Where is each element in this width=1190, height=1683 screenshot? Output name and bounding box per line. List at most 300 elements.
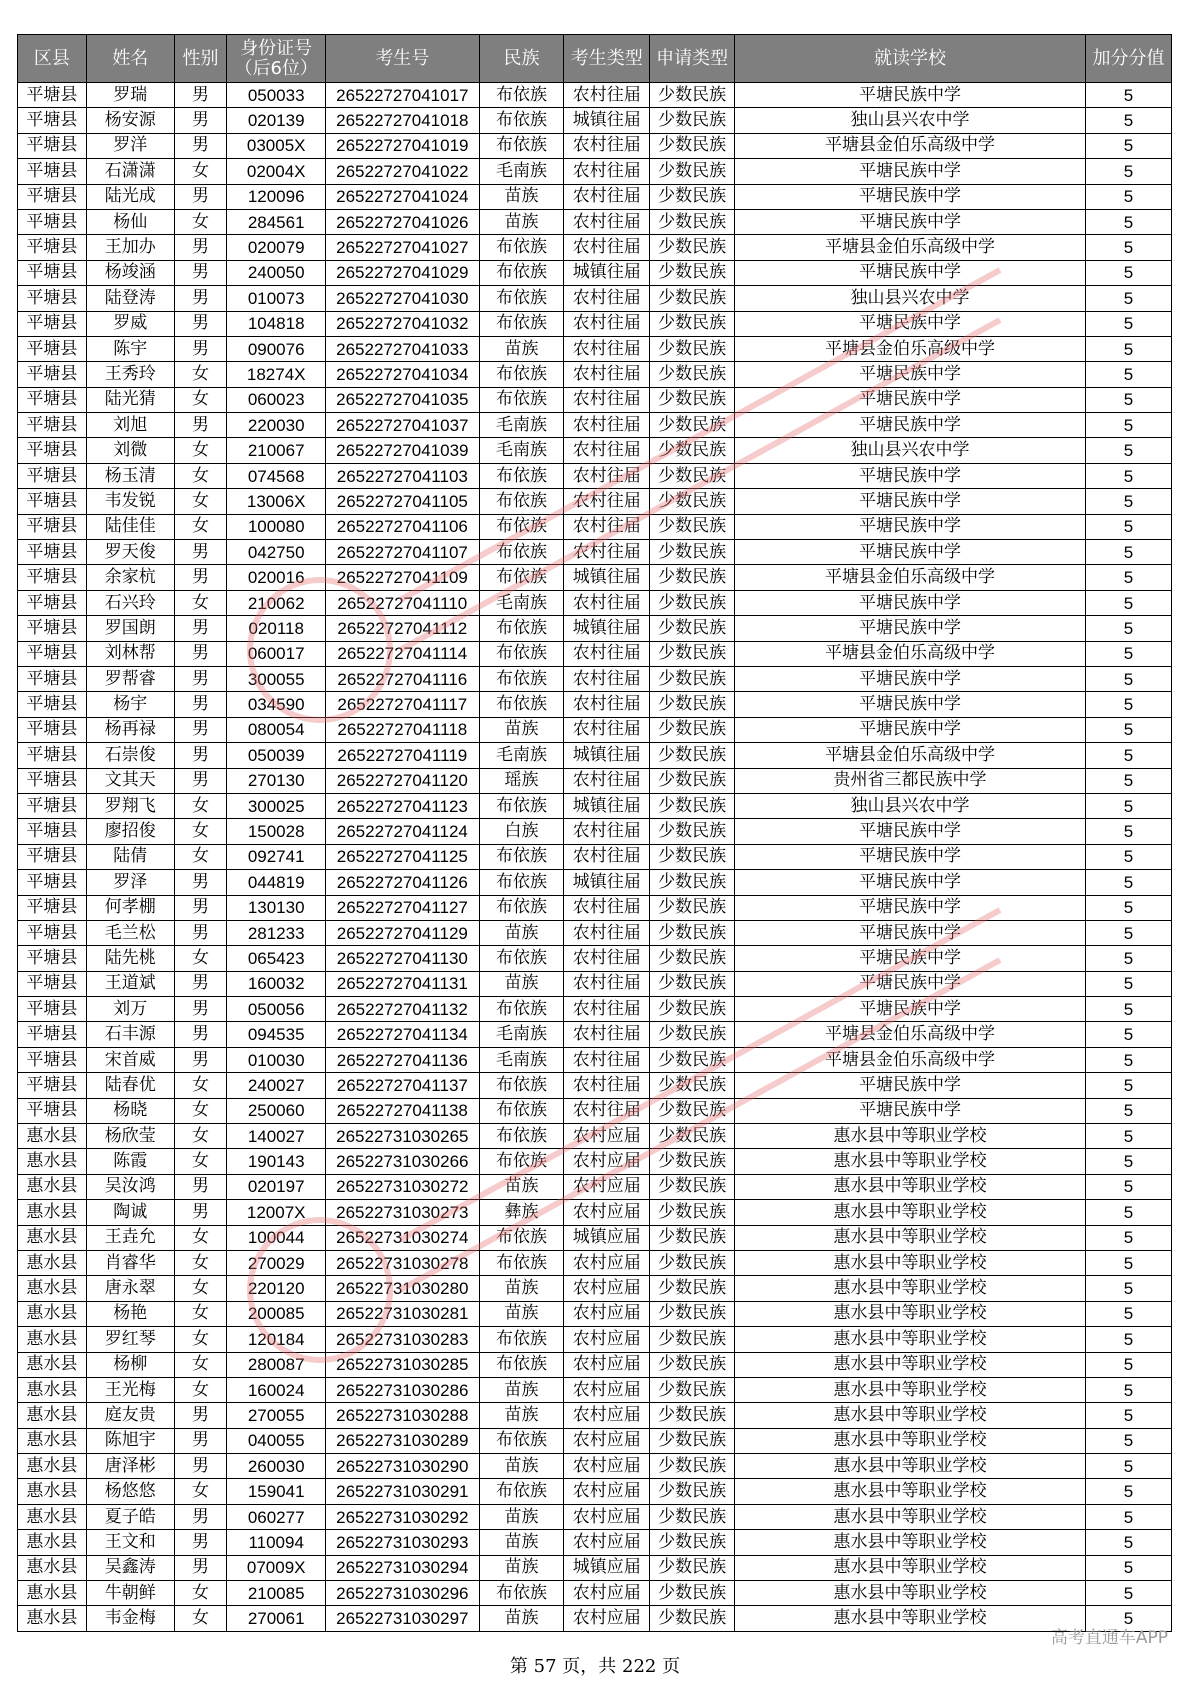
cell-school: 平塘民族中学 bbox=[735, 819, 1086, 844]
cell-ethnicity: 布依族 bbox=[479, 997, 564, 1022]
cell-name: 石潇潇 bbox=[86, 159, 174, 184]
cell-candidate-type: 农村应届 bbox=[564, 1174, 650, 1199]
cell-ethnicity: 苗族 bbox=[479, 1174, 564, 1199]
cell-application-type: 少数民族 bbox=[650, 768, 735, 793]
cell-candidate-type: 农村往届 bbox=[564, 514, 650, 539]
cell-school: 平塘民族中学 bbox=[735, 870, 1086, 895]
cell-name: 王文和 bbox=[86, 1530, 174, 1555]
cell-ethnicity: 苗族 bbox=[479, 1276, 564, 1301]
cell-name: 肖睿华 bbox=[86, 1250, 174, 1275]
cell-id-last6: 300055 bbox=[227, 666, 326, 691]
cell-candidate-type: 农村应届 bbox=[564, 1250, 650, 1275]
cell-exam-number: 26522731030292 bbox=[326, 1504, 480, 1529]
cell-id-last6: 260030 bbox=[227, 1454, 326, 1479]
cell-application-type: 少数民族 bbox=[650, 1200, 735, 1225]
cell-exam-number: 26522727041129 bbox=[326, 920, 480, 945]
cell-bonus-points: 5 bbox=[1086, 895, 1172, 920]
cell-name: 韦金梅 bbox=[86, 1606, 174, 1631]
header-ethnicity: 民族 bbox=[479, 35, 564, 83]
cell-school: 惠水县中等职业学校 bbox=[735, 1124, 1086, 1149]
table-row bbox=[18, 743, 1172, 768]
cell-ethnicity: 苗族 bbox=[479, 717, 564, 742]
cell-application-type: 少数民族 bbox=[650, 946, 735, 971]
table-row bbox=[18, 895, 1172, 920]
cell-candidate-type: 农村往届 bbox=[564, 768, 650, 793]
cell-ethnicity: 布依族 bbox=[479, 514, 564, 539]
cell-school: 平塘民族中学 bbox=[735, 159, 1086, 184]
cell-application-type: 少数民族 bbox=[650, 895, 735, 920]
table-row bbox=[18, 260, 1172, 285]
cell-name: 石崇俊 bbox=[86, 743, 174, 768]
cell-gender: 男 bbox=[174, 108, 227, 133]
cell-name: 陆光猜 bbox=[86, 387, 174, 412]
cell-name: 罗国朗 bbox=[86, 616, 174, 641]
cell-id-last6: 040055 bbox=[227, 1428, 326, 1453]
cell-district: 平塘县 bbox=[18, 870, 87, 895]
table-row bbox=[18, 362, 1172, 387]
cell-bonus-points: 5 bbox=[1086, 159, 1172, 184]
cell-id-last6: 092741 bbox=[227, 844, 326, 869]
cell-id-last6: 010073 bbox=[227, 286, 326, 311]
cell-candidate-type: 农村往届 bbox=[564, 235, 650, 260]
cell-school: 平塘民族中学 bbox=[735, 1073, 1086, 1098]
cell-gender: 女 bbox=[174, 1606, 227, 1631]
cell-district: 平塘县 bbox=[18, 413, 87, 438]
table-row bbox=[18, 1428, 1172, 1453]
cell-exam-number: 26522727041127 bbox=[326, 895, 480, 920]
cell-exam-number: 26522727041105 bbox=[326, 489, 480, 514]
cell-ethnicity: 布依族 bbox=[479, 1073, 564, 1098]
cell-exam-number: 26522727041035 bbox=[326, 387, 480, 412]
cell-application-type: 少数民族 bbox=[650, 1581, 735, 1606]
cell-gender: 女 bbox=[174, 1479, 227, 1504]
table-row bbox=[18, 1174, 1172, 1199]
cell-candidate-type: 城镇应届 bbox=[564, 1555, 650, 1580]
cell-exam-number: 26522727041026 bbox=[326, 209, 480, 234]
cell-gender: 女 bbox=[174, 1225, 227, 1250]
cell-gender: 男 bbox=[174, 133, 227, 158]
cell-district: 惠水县 bbox=[18, 1377, 87, 1402]
cell-name: 罗洋 bbox=[86, 133, 174, 158]
cell-bonus-points: 5 bbox=[1086, 1225, 1172, 1250]
cell-name: 刘万 bbox=[86, 997, 174, 1022]
cell-school: 平塘县金伯乐高级中学 bbox=[735, 133, 1086, 158]
cell-school: 惠水县中等职业学校 bbox=[735, 1327, 1086, 1352]
cell-ethnicity: 苗族 bbox=[479, 1530, 564, 1555]
table-row bbox=[18, 489, 1172, 514]
cell-bonus-points: 5 bbox=[1086, 489, 1172, 514]
cell-application-type: 少数民族 bbox=[650, 1124, 735, 1149]
cell-id-last6: 270029 bbox=[227, 1250, 326, 1275]
cell-gender: 女 bbox=[174, 1581, 227, 1606]
cell-school: 贵州省三都民族中学 bbox=[735, 768, 1086, 793]
cell-ethnicity: 布依族 bbox=[479, 1225, 564, 1250]
cell-ethnicity: 布依族 bbox=[479, 260, 564, 285]
table-row bbox=[18, 209, 1172, 234]
cell-gender: 女 bbox=[174, 463, 227, 488]
cell-ethnicity: 布依族 bbox=[479, 1250, 564, 1275]
cell-bonus-points: 5 bbox=[1086, 565, 1172, 590]
cell-id-last6: 240050 bbox=[227, 260, 326, 285]
cell-gender: 男 bbox=[174, 83, 227, 108]
cell-exam-number: 26522731030297 bbox=[326, 1606, 480, 1631]
cell-name: 王加办 bbox=[86, 235, 174, 260]
cell-bonus-points: 5 bbox=[1086, 1149, 1172, 1174]
cell-ethnicity: 布依族 bbox=[479, 108, 564, 133]
cell-name: 杨竣涵 bbox=[86, 260, 174, 285]
cell-name: 牛朝鲜 bbox=[86, 1581, 174, 1606]
table-row bbox=[18, 819, 1172, 844]
cell-bonus-points: 5 bbox=[1086, 286, 1172, 311]
cell-candidate-type: 农村往届 bbox=[564, 133, 650, 158]
cell-application-type: 少数民族 bbox=[650, 235, 735, 260]
cell-ethnicity: 毛南族 bbox=[479, 159, 564, 184]
cell-candidate-type: 农村往届 bbox=[564, 489, 650, 514]
cell-exam-number: 26522727041134 bbox=[326, 1022, 480, 1047]
cell-school: 惠水县中等职业学校 bbox=[735, 1200, 1086, 1225]
cell-school: 惠水县中等职业学校 bbox=[735, 1581, 1086, 1606]
cell-application-type: 少数民族 bbox=[650, 1174, 735, 1199]
cell-candidate-type: 城镇往届 bbox=[564, 870, 650, 895]
cell-ethnicity: 布依族 bbox=[479, 1581, 564, 1606]
cell-district: 惠水县 bbox=[18, 1454, 87, 1479]
cell-exam-number: 26522727041114 bbox=[326, 641, 480, 666]
cell-id-last6: 020118 bbox=[227, 616, 326, 641]
header-exam-number: 考生号 bbox=[326, 35, 480, 83]
cell-name: 宋首威 bbox=[86, 1047, 174, 1072]
cell-id-last6: 110094 bbox=[227, 1530, 326, 1555]
cell-name: 陆光成 bbox=[86, 184, 174, 209]
cell-district: 平塘县 bbox=[18, 971, 87, 996]
cell-id-last6: 210085 bbox=[227, 1581, 326, 1606]
cell-school: 惠水县中等职业学校 bbox=[735, 1225, 1086, 1250]
cell-ethnicity: 苗族 bbox=[479, 1454, 564, 1479]
cell-gender: 男 bbox=[174, 666, 227, 691]
cell-bonus-points: 5 bbox=[1086, 1581, 1172, 1606]
cell-gender: 男 bbox=[174, 1530, 227, 1555]
cell-id-last6: 02004X bbox=[227, 159, 326, 184]
cell-ethnicity: 苗族 bbox=[479, 920, 564, 945]
cell-application-type: 少数民族 bbox=[650, 793, 735, 818]
cell-gender: 女 bbox=[174, 438, 227, 463]
cell-district: 惠水县 bbox=[18, 1428, 87, 1453]
cell-exam-number: 26522727041037 bbox=[326, 413, 480, 438]
cell-school: 平塘民族中学 bbox=[735, 540, 1086, 565]
cell-candidate-type: 农村应届 bbox=[564, 1301, 650, 1326]
cell-id-last6: 284561 bbox=[227, 209, 326, 234]
cell-exam-number: 26522731030281 bbox=[326, 1301, 480, 1326]
cell-exam-number: 26522727041116 bbox=[326, 666, 480, 691]
cell-bonus-points: 5 bbox=[1086, 463, 1172, 488]
cell-id-last6: 159041 bbox=[227, 1479, 326, 1504]
cell-ethnicity: 布依族 bbox=[479, 666, 564, 691]
cell-name: 毛兰松 bbox=[86, 920, 174, 945]
cell-id-last6: 270061 bbox=[227, 1606, 326, 1631]
cell-ethnicity: 布依族 bbox=[479, 1428, 564, 1453]
table-row bbox=[18, 565, 1172, 590]
header-gender: 性别 bbox=[174, 35, 227, 83]
cell-gender: 男 bbox=[174, 286, 227, 311]
cell-id-last6: 044819 bbox=[227, 870, 326, 895]
table-row bbox=[18, 463, 1172, 488]
cell-exam-number: 26522727041132 bbox=[326, 997, 480, 1022]
table-row bbox=[18, 159, 1172, 184]
cell-gender: 男 bbox=[174, 895, 227, 920]
cell-bonus-points: 5 bbox=[1086, 1403, 1172, 1428]
cell-exam-number: 26522727041123 bbox=[326, 793, 480, 818]
cell-district: 惠水县 bbox=[18, 1276, 87, 1301]
cell-id-last6: 080054 bbox=[227, 717, 326, 742]
cell-id-last6: 065423 bbox=[227, 946, 326, 971]
table-row bbox=[18, 1250, 1172, 1275]
cell-school: 平塘民族中学 bbox=[735, 1098, 1086, 1123]
cell-name: 吴鑫涛 bbox=[86, 1555, 174, 1580]
cell-name: 杨仙 bbox=[86, 209, 174, 234]
cell-name: 陆登涛 bbox=[86, 286, 174, 311]
cell-ethnicity: 布依族 bbox=[479, 489, 564, 514]
table-row bbox=[18, 946, 1172, 971]
table-row bbox=[18, 590, 1172, 615]
cell-district: 平塘县 bbox=[18, 286, 87, 311]
cell-gender: 女 bbox=[174, 362, 227, 387]
cell-district: 平塘县 bbox=[18, 819, 87, 844]
cell-application-type: 少数民族 bbox=[650, 514, 735, 539]
cell-exam-number: 26522727041019 bbox=[326, 133, 480, 158]
cell-bonus-points: 5 bbox=[1086, 1047, 1172, 1072]
cell-exam-number: 26522731030274 bbox=[326, 1225, 480, 1250]
cell-exam-number: 26522727041131 bbox=[326, 971, 480, 996]
table-row bbox=[18, 1098, 1172, 1123]
cell-school: 惠水县中等职业学校 bbox=[735, 1377, 1086, 1402]
cell-district: 平塘县 bbox=[18, 463, 87, 488]
table-row bbox=[18, 1454, 1172, 1479]
cell-application-type: 少数民族 bbox=[650, 1530, 735, 1555]
cell-district: 平塘县 bbox=[18, 489, 87, 514]
cell-ethnicity: 毛南族 bbox=[479, 743, 564, 768]
cell-id-last6: 220030 bbox=[227, 413, 326, 438]
cell-application-type: 少数民族 bbox=[650, 1555, 735, 1580]
cell-ethnicity: 布依族 bbox=[479, 692, 564, 717]
cell-gender: 女 bbox=[174, 387, 227, 412]
cell-gender: 女 bbox=[174, 1073, 227, 1098]
cell-school: 惠水县中等职业学校 bbox=[735, 1530, 1086, 1555]
cell-candidate-type: 农村往届 bbox=[564, 463, 650, 488]
cell-application-type: 少数民族 bbox=[650, 920, 735, 945]
cell-exam-number: 26522727041030 bbox=[326, 286, 480, 311]
table-row bbox=[18, 1403, 1172, 1428]
cell-id-last6: 300025 bbox=[227, 793, 326, 818]
cell-id-last6: 281233 bbox=[227, 920, 326, 945]
cell-name: 夏子皓 bbox=[86, 1504, 174, 1529]
cell-exam-number: 26522727041106 bbox=[326, 514, 480, 539]
cell-district: 惠水县 bbox=[18, 1606, 87, 1631]
cell-district: 平塘县 bbox=[18, 946, 87, 971]
table-row bbox=[18, 920, 1172, 945]
cell-district: 平塘县 bbox=[18, 159, 87, 184]
cell-ethnicity: 毛南族 bbox=[479, 590, 564, 615]
cell-bonus-points: 5 bbox=[1086, 641, 1172, 666]
cell-district: 平塘县 bbox=[18, 209, 87, 234]
cell-candidate-type: 农村往届 bbox=[564, 387, 650, 412]
cell-application-type: 少数民族 bbox=[650, 1403, 735, 1428]
cell-school: 平塘县金伯乐高级中学 bbox=[735, 1022, 1086, 1047]
cell-bonus-points: 5 bbox=[1086, 1606, 1172, 1631]
cell-school: 平塘民族中学 bbox=[735, 489, 1086, 514]
cell-id-last6: 060017 bbox=[227, 641, 326, 666]
cell-name: 陆先桃 bbox=[86, 946, 174, 971]
table-row bbox=[18, 870, 1172, 895]
cell-district: 平塘县 bbox=[18, 438, 87, 463]
cell-application-type: 少数民族 bbox=[650, 1301, 735, 1326]
cell-application-type: 少数民族 bbox=[650, 565, 735, 590]
table-row bbox=[18, 616, 1172, 641]
cell-application-type: 少数民族 bbox=[650, 108, 735, 133]
cell-candidate-type: 农村应届 bbox=[564, 1606, 650, 1631]
cell-name: 陆倩 bbox=[86, 844, 174, 869]
cell-gender: 女 bbox=[174, 1301, 227, 1326]
cell-district: 平塘县 bbox=[18, 692, 87, 717]
cell-application-type: 少数民族 bbox=[650, 717, 735, 742]
cell-school: 平塘民族中学 bbox=[735, 616, 1086, 641]
cell-name: 刘旭 bbox=[86, 413, 174, 438]
cell-district: 惠水县 bbox=[18, 1124, 87, 1149]
cell-district: 平塘县 bbox=[18, 387, 87, 412]
header-school: 就读学校 bbox=[735, 35, 1086, 83]
cell-candidate-type: 农村往届 bbox=[564, 1073, 650, 1098]
cell-candidate-type: 农村应届 bbox=[564, 1428, 650, 1453]
cell-ethnicity: 布依族 bbox=[479, 1098, 564, 1123]
cell-exam-number: 26522731030273 bbox=[326, 1200, 480, 1225]
cell-district: 惠水县 bbox=[18, 1327, 87, 1352]
header-bonus-points: 加分分值 bbox=[1086, 35, 1172, 83]
cell-exam-number: 26522727041109 bbox=[326, 565, 480, 590]
cell-application-type: 少数民族 bbox=[650, 1149, 735, 1174]
cell-name: 罗红琴 bbox=[86, 1327, 174, 1352]
cell-name: 廖招俊 bbox=[86, 819, 174, 844]
cell-application-type: 少数民族 bbox=[650, 133, 735, 158]
cell-district: 惠水县 bbox=[18, 1530, 87, 1555]
cell-gender: 男 bbox=[174, 971, 227, 996]
cell-candidate-type: 农村往届 bbox=[564, 692, 650, 717]
cell-school: 平塘民族中学 bbox=[735, 692, 1086, 717]
cell-candidate-type: 农村往届 bbox=[564, 1022, 650, 1047]
cell-school: 惠水县中等职业学校 bbox=[735, 1403, 1086, 1428]
cell-school: 平塘民族中学 bbox=[735, 260, 1086, 285]
cell-bonus-points: 5 bbox=[1086, 1098, 1172, 1123]
table-row bbox=[18, 514, 1172, 539]
cell-gender: 男 bbox=[174, 1454, 227, 1479]
cell-exam-number: 26522727041024 bbox=[326, 184, 480, 209]
cell-name: 庭友贵 bbox=[86, 1403, 174, 1428]
cell-exam-number: 26522727041032 bbox=[326, 311, 480, 336]
cell-gender: 女 bbox=[174, 1276, 227, 1301]
cell-id-last6: 120184 bbox=[227, 1327, 326, 1352]
cell-bonus-points: 5 bbox=[1086, 235, 1172, 260]
cell-name: 杨晓 bbox=[86, 1098, 174, 1123]
table-row bbox=[18, 133, 1172, 158]
cell-id-last6: 150028 bbox=[227, 819, 326, 844]
cell-school: 平塘民族中学 bbox=[735, 844, 1086, 869]
cell-ethnicity: 苗族 bbox=[479, 1301, 564, 1326]
table-row bbox=[18, 1022, 1172, 1047]
cell-district: 平塘县 bbox=[18, 362, 87, 387]
cell-district: 平塘县 bbox=[18, 895, 87, 920]
cell-school: 独山县兴农中学 bbox=[735, 793, 1086, 818]
cell-application-type: 少数民族 bbox=[650, 1276, 735, 1301]
cell-ethnicity: 白族 bbox=[479, 819, 564, 844]
cell-candidate-type: 农村往届 bbox=[564, 895, 650, 920]
cell-exam-number: 26522727041033 bbox=[326, 336, 480, 361]
cell-school: 平塘民族中学 bbox=[735, 590, 1086, 615]
cell-exam-number: 26522731030280 bbox=[326, 1276, 480, 1301]
table-row bbox=[18, 1581, 1172, 1606]
cell-candidate-type: 农村应届 bbox=[564, 1327, 650, 1352]
cell-gender: 女 bbox=[174, 1250, 227, 1275]
cell-application-type: 少数民族 bbox=[650, 1098, 735, 1123]
cell-application-type: 少数民族 bbox=[650, 1479, 735, 1504]
cell-gender: 男 bbox=[174, 413, 227, 438]
cell-name: 唐永翠 bbox=[86, 1276, 174, 1301]
cell-gender: 女 bbox=[174, 1124, 227, 1149]
cell-bonus-points: 5 bbox=[1086, 438, 1172, 463]
cell-id-last6: 280087 bbox=[227, 1352, 326, 1377]
cell-exam-number: 26522727041039 bbox=[326, 438, 480, 463]
cell-gender: 男 bbox=[174, 768, 227, 793]
cell-district: 平塘县 bbox=[18, 565, 87, 590]
cell-district: 惠水县 bbox=[18, 1555, 87, 1580]
cell-name: 杨再禄 bbox=[86, 717, 174, 742]
cell-school: 惠水县中等职业学校 bbox=[735, 1174, 1086, 1199]
cell-ethnicity: 毛南族 bbox=[479, 413, 564, 438]
cell-bonus-points: 5 bbox=[1086, 1428, 1172, 1453]
cell-school: 惠水县中等职业学校 bbox=[735, 1250, 1086, 1275]
cell-school: 平塘民族中学 bbox=[735, 971, 1086, 996]
cell-id-last6: 020197 bbox=[227, 1174, 326, 1199]
cell-name: 罗翔飞 bbox=[86, 793, 174, 818]
cell-bonus-points: 5 bbox=[1086, 311, 1172, 336]
cell-candidate-type: 城镇往届 bbox=[564, 108, 650, 133]
cell-bonus-points: 5 bbox=[1086, 768, 1172, 793]
cell-application-type: 少数民族 bbox=[650, 1022, 735, 1047]
cell-exam-number: 26522727041034 bbox=[326, 362, 480, 387]
cell-school: 惠水县中等职业学校 bbox=[735, 1276, 1086, 1301]
cell-ethnicity: 苗族 bbox=[479, 971, 564, 996]
cell-id-last6: 090076 bbox=[227, 336, 326, 361]
cell-name: 刘林帮 bbox=[86, 641, 174, 666]
cell-district: 平塘县 bbox=[18, 997, 87, 1022]
cell-school: 平塘民族中学 bbox=[735, 184, 1086, 209]
cell-id-last6: 160032 bbox=[227, 971, 326, 996]
cell-school: 平塘民族中学 bbox=[735, 920, 1086, 945]
cell-exam-number: 26522731030291 bbox=[326, 1479, 480, 1504]
table-row bbox=[18, 413, 1172, 438]
table-row bbox=[18, 768, 1172, 793]
cell-candidate-type: 农村应届 bbox=[564, 1200, 650, 1225]
cell-bonus-points: 5 bbox=[1086, 819, 1172, 844]
cell-ethnicity: 布依族 bbox=[479, 235, 564, 260]
cell-ethnicity: 布依族 bbox=[479, 1327, 564, 1352]
cell-bonus-points: 5 bbox=[1086, 844, 1172, 869]
cell-gender: 男 bbox=[174, 565, 227, 590]
data-table bbox=[17, 34, 1172, 1632]
cell-name: 陆春优 bbox=[86, 1073, 174, 1098]
cell-district: 平塘县 bbox=[18, 616, 87, 641]
cell-exam-number: 26522727041117 bbox=[326, 692, 480, 717]
cell-name: 王垚允 bbox=[86, 1225, 174, 1250]
cell-name: 吴汝鸿 bbox=[86, 1174, 174, 1199]
cell-candidate-type: 农村往届 bbox=[564, 336, 650, 361]
cell-name: 陈霞 bbox=[86, 1149, 174, 1174]
